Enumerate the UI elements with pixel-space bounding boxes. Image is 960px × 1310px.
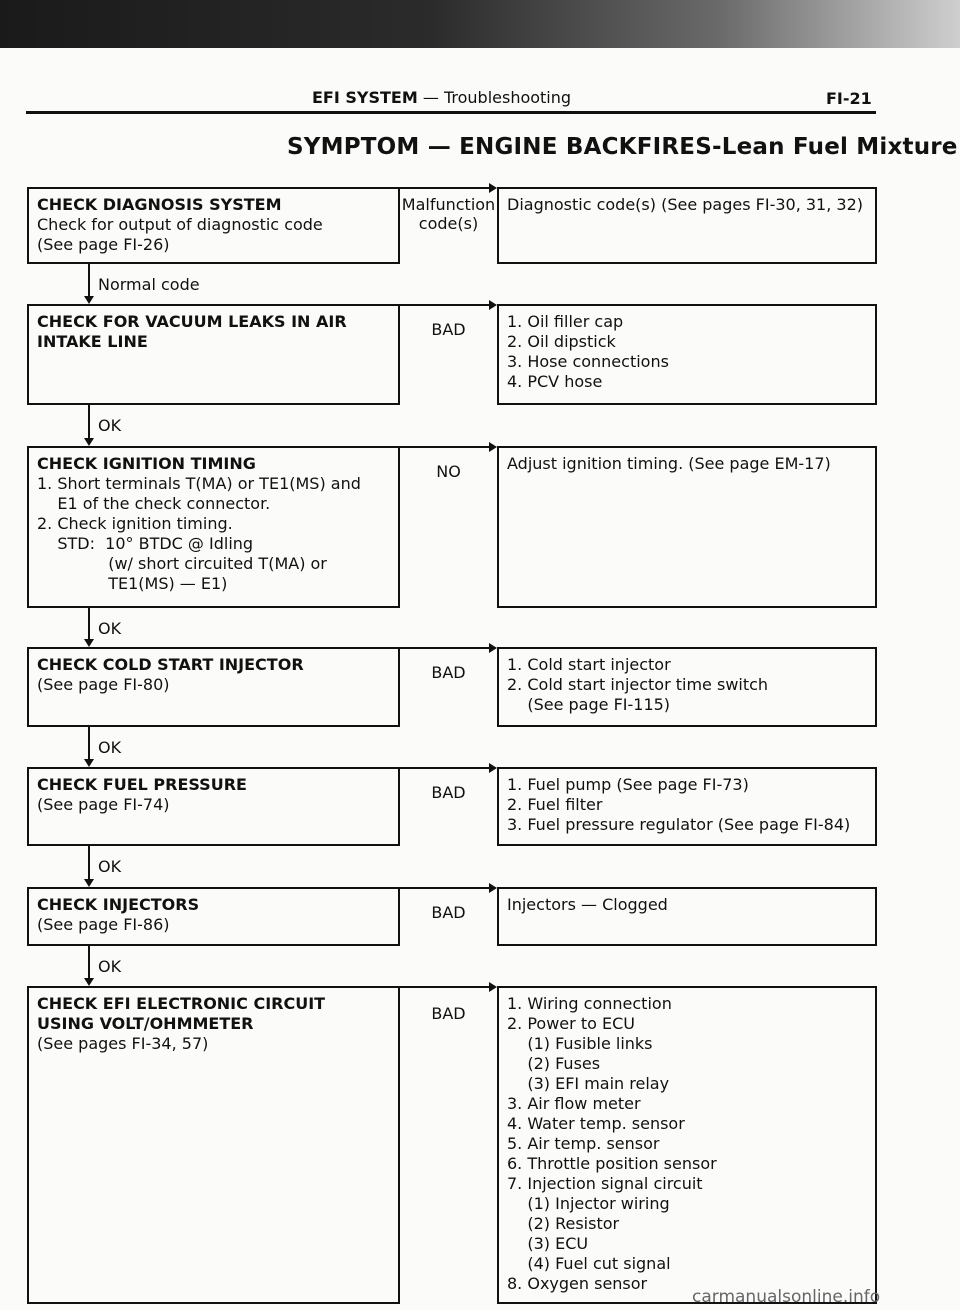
flow-label: OK (98, 738, 122, 757)
result-arrowhead (489, 763, 497, 773)
header-rule (26, 111, 876, 114)
check-detail-line: 1. Short terminals T(MA) or TE1(MS) and (37, 474, 361, 493)
check-detail-line: TE1(MS) — E1) (37, 574, 228, 593)
result-label: Malfunction code(s) (401, 195, 496, 233)
result-label: BAD (431, 903, 466, 922)
page-title: SYMPTOM — ENGINE BACKFIRES-Lean Fuel Mixture (287, 134, 958, 160)
result-connector (400, 304, 489, 306)
action-item: 2. Cold start injector time switch (507, 675, 769, 694)
check-detail-line: (See page FI-86) (37, 915, 170, 934)
check-title: CHECK IGNITION TIMING (37, 454, 256, 473)
result-arrowhead (489, 982, 497, 992)
action-box (497, 446, 877, 608)
action-item: 8. Oxygen sensor (507, 1274, 648, 1293)
result-connector (400, 767, 489, 769)
scan-top-border (0, 0, 960, 48)
check-title: CHECK FUEL PRESSURE (37, 775, 247, 794)
action-item: (4) Fuel cut signal (507, 1254, 671, 1273)
action-item: 2. Fuel filter (507, 795, 603, 814)
flow-arrowhead (84, 438, 94, 446)
action-item: Adjust ignition timing. (See page EM-17) (507, 454, 831, 473)
action-item: 5. Air temp. sensor (507, 1134, 660, 1153)
check-title: CHECK EFI ELECTRONIC CIRCUIT USING VOLT/OHMMETER (37, 994, 326, 1033)
action-box (497, 986, 877, 1304)
page-number: FI-21 (826, 89, 872, 108)
action-item: (See page FI-115) (507, 695, 671, 714)
flow-line (88, 727, 90, 761)
check-detail-line: (w/ short circuited T(MA) or (37, 554, 327, 573)
action-item: 1. Oil filler cap (507, 312, 624, 331)
section-header: EFI SYSTEM — Troubleshooting (312, 88, 572, 107)
flow-arrowhead (84, 759, 94, 767)
action-box (497, 767, 877, 846)
flow-arrowhead (84, 296, 94, 304)
action-item: 1. Wiring connection (507, 994, 672, 1013)
check-detail-line: STD: 10° BTDC @ Idling (37, 534, 254, 553)
action-item: 2. Power to ECU (507, 1014, 635, 1033)
action-item: 3. Fuel pressure regulator (See page FI-84) (507, 815, 851, 834)
result-connector (400, 887, 489, 889)
flow-arrowhead (84, 639, 94, 647)
action-item: 1. Cold start injector (507, 655, 671, 674)
check-title: CHECK FOR VACUUM LEAKS IN AIR INTAKE LINE (37, 312, 347, 351)
action-item: 7. Injection signal circuit (507, 1174, 703, 1193)
check-detail-line: (See page FI-80) (37, 675, 170, 694)
check-title: CHECK INJECTORS (37, 895, 200, 914)
result-arrowhead (489, 183, 497, 193)
action-item: 6. Throttle position sensor (507, 1154, 717, 1173)
flow-arrowhead (84, 978, 94, 986)
check-box (27, 887, 400, 946)
result-label: BAD (431, 783, 466, 802)
action-item: (1) Fusible links (507, 1034, 653, 1053)
action-item: (1) Injector wiring (507, 1194, 670, 1213)
flow-label: OK (98, 416, 122, 435)
result-arrowhead (489, 643, 497, 653)
flow-line (88, 846, 90, 881)
flow-arrowhead (84, 879, 94, 887)
check-title: CHECK DIAGNOSIS SYSTEM (37, 195, 282, 214)
action-box (497, 304, 877, 405)
flow-label: OK (98, 619, 122, 638)
action-item: Injectors — Clogged (507, 895, 668, 914)
check-detail-line: Check for output of diagnostic code (37, 215, 323, 234)
flow-label: OK (98, 857, 122, 876)
result-label: BAD (431, 1004, 466, 1023)
flow-line (88, 608, 90, 641)
result-connector (400, 986, 489, 988)
result-label: BAD (431, 320, 466, 339)
result-arrowhead (489, 300, 497, 310)
flow-label: Normal code (98, 275, 200, 294)
action-item: 3. Air flow meter (507, 1094, 641, 1113)
watermark: carmanualsonline.info (692, 1287, 881, 1307)
action-item: 4. Water temp. sensor (507, 1114, 685, 1133)
result-connector (400, 187, 489, 189)
check-detail-line: (See page FI-74) (37, 795, 170, 814)
action-item: 3. Hose connections (507, 352, 669, 371)
check-box (27, 446, 400, 608)
action-item: 1. Fuel pump (See page FI-73) (507, 775, 749, 794)
flow-line (88, 405, 90, 440)
check-box (27, 767, 400, 846)
action-box (497, 187, 877, 264)
flow-line (88, 946, 90, 980)
check-detail-line: E1 of the check connector. (37, 494, 271, 513)
action-item: Diagnostic code(s) (See pages FI-30, 31, 32) (507, 195, 863, 214)
result-connector (400, 446, 489, 448)
check-box (27, 187, 400, 264)
check-box (27, 647, 400, 727)
result-label: BAD (431, 663, 466, 682)
action-item: (2) Resistor (507, 1214, 620, 1233)
action-box (497, 647, 877, 727)
check-box (27, 986, 400, 1304)
action-item: (2) Fuses (507, 1054, 601, 1073)
action-item: 4. PCV hose (507, 372, 603, 391)
check-box (27, 304, 400, 405)
flow-label: OK (98, 957, 122, 976)
action-item: (3) ECU (507, 1234, 589, 1253)
check-detail-line: (See page FI-26) (37, 235, 170, 254)
result-arrowhead (489, 442, 497, 452)
action-item: (3) EFI main relay (507, 1074, 670, 1093)
action-item: 2. Oil dipstick (507, 332, 616, 351)
result-arrowhead (489, 883, 497, 893)
check-detail-line: (See pages FI-34, 57) (37, 1034, 209, 1053)
check-title: CHECK COLD START INJECTOR (37, 655, 304, 674)
action-box (497, 887, 877, 946)
result-label: NO (436, 462, 461, 481)
result-connector (400, 647, 489, 649)
flow-line (88, 264, 90, 298)
check-detail-line: 2. Check ignition timing. (37, 514, 233, 533)
